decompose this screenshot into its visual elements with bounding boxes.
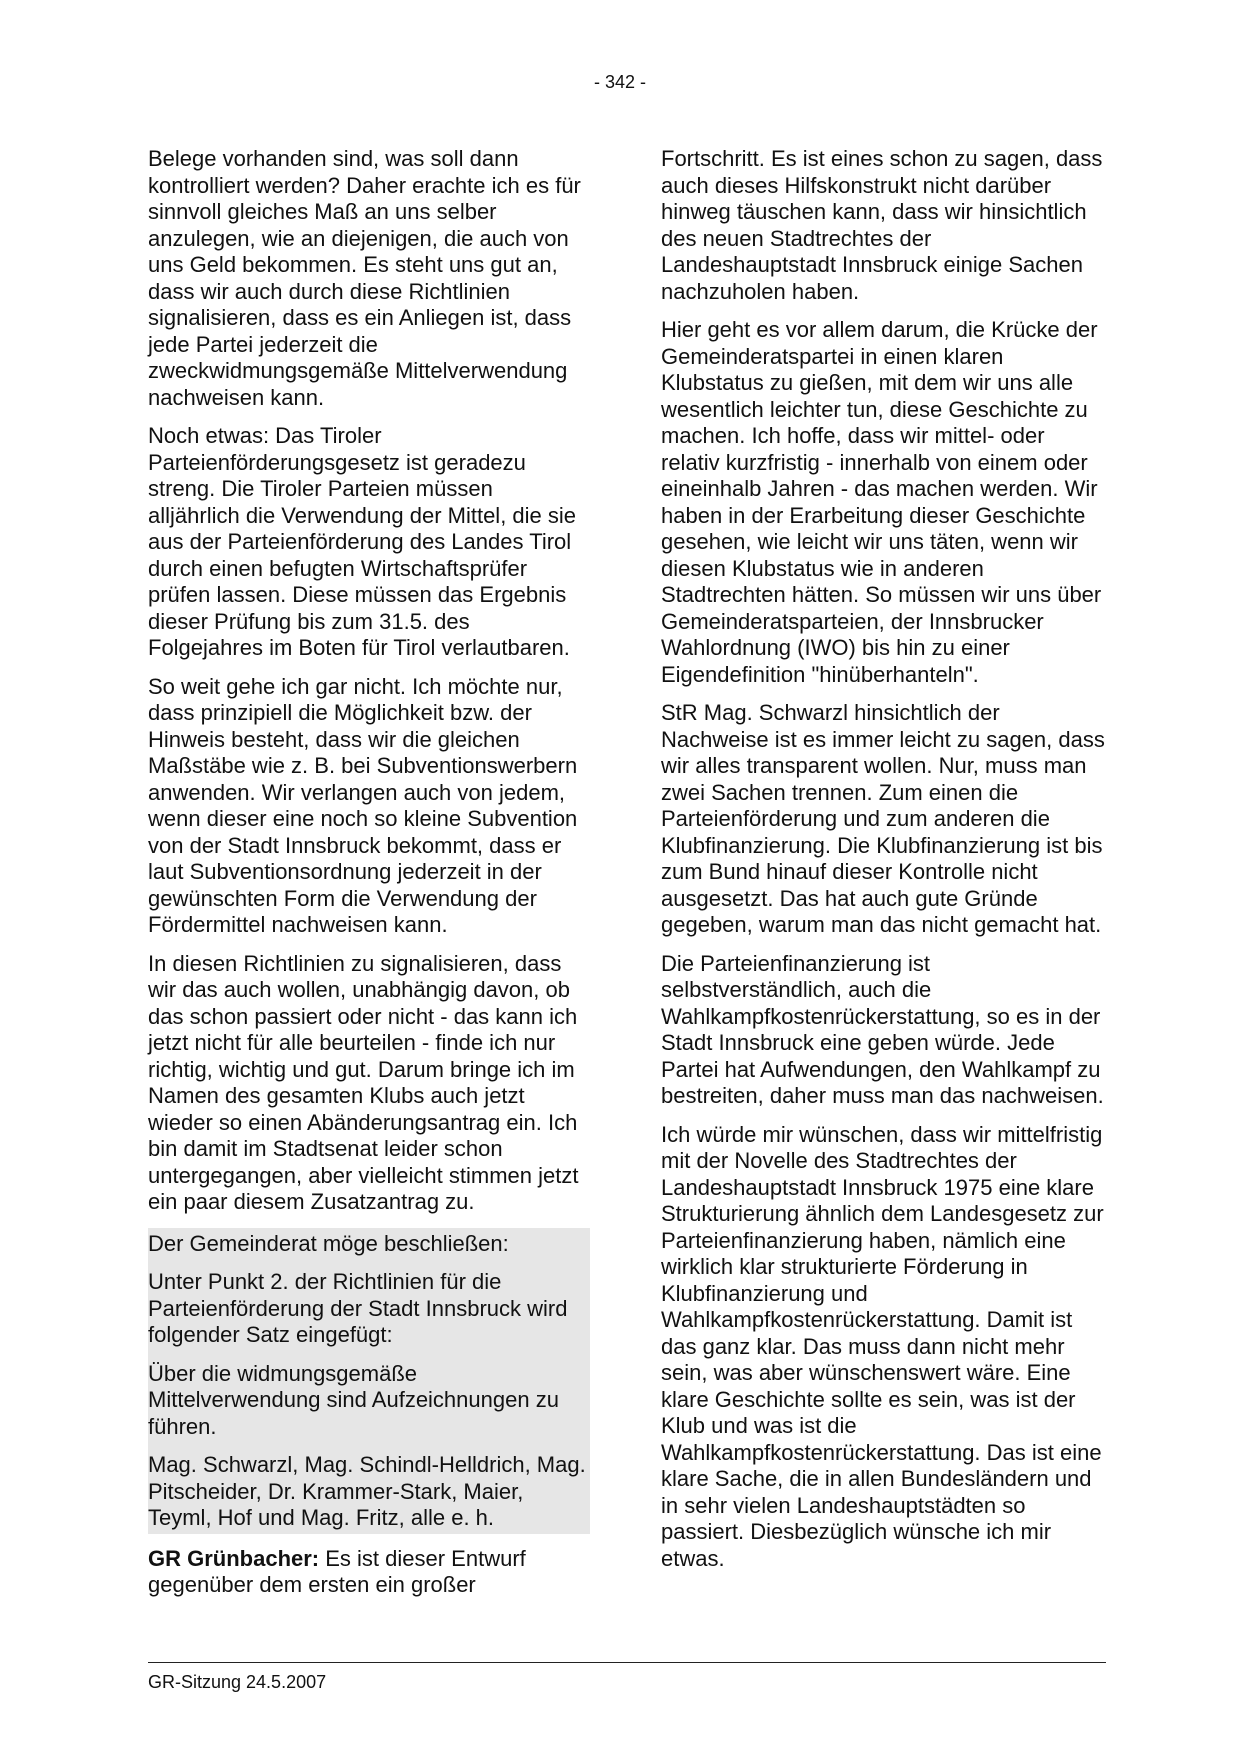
paragraph: StR Mag. Schwarzl hinsichtlich der Nachweise ist es immer leicht zu sagen, dass wir alles transparent wollen. Nur, muss man zwei Sachen trennen. Zum einen die Parteienförderung und zum anderen die Klubfinanzierung. Die Klubfinanzierung ist bis zum Bund hinauf dieser Kontrolle nicht ausgesetzt. Das hat auch gute Gründe gegeben, warum man das nicht gemacht hat.: [661, 700, 1105, 937]
paragraph: Noch etwas: Das Tiroler Parteienförderungsgesetz ist geradezu streng. Die Tiroler Parteien müssen alljährlich die Verwendung der Mittel, die sie aus der Parteienförderung des Landes Tirol durch einen befugten Wirtschaftsprüfer prüfen lassen. Diese müssen das Ergebnis dieser Prüfung bis zum 31.5. des Folgejahres im Boten für Tirol verlautbaren.: [148, 423, 577, 660]
paragraph: So weit gehe ich gar nicht. Ich möchte nur, dass prinzipiell die Möglichkeit bzw. der Hinweis besteht, dass wir die gleichen Maßstäbe wie z. B. bei Subventionswerbern anwenden. Wir verlangen auch von jedem, wenn dieser eine noch so kleine Subvention von der Stadt Innsbruck bekommt, dass er laut Subventionsordnung jederzeit in der gewünschten Form die Verwendung der Fördermittel nachweisen kann.: [148, 673, 578, 937]
footer-divider: [148, 1662, 1106, 1663]
speaker-name: GR Grünbacher:: [148, 1545, 320, 1571]
paragraph: Die Parteienfinanzierung ist selbstverständlich, auch die Wahlkampfkostenrückerstattung, so es in der Stadt Innsbruck eine geben würde. Jede Partei hat Aufwendungen, den Wahlkampf zu bestreiten, daher muss man das nachweisen.: [661, 950, 1104, 1108]
motion-signatories: Mag. Schwarzl, Mag. Schindl-Helldrich, Mag. Pitscheider, Dr. Krammer-Stark, Maier, Teyml, Hof und Mag. Fritz, alle e. h.: [148, 1452, 586, 1530]
paragraph: Fortschritt. Es ist eines schon zu sagen, dass auch dieses Hilfskonstrukt nicht darüber hinweg täuschen kann, dass wir hinsichtlich des neuen Stadtrechtes der Landeshauptstadt Innsbruck einige Sachen nachzuholen haben.: [661, 146, 1103, 304]
speaker-paragraph: [148, 1546, 590, 1599]
paragraph: Belege vorhanden sind, was soll dann kontrolliert werden? Daher erachte ich es für sinnvoll gleiches Maß an uns selber anzulegen, wie an diejenigen, die auch von uns Geld bekommen. Es steht uns gut an, dass wir auch durch diese Richtlinien signalisieren, dass es ein Anliegen ist, dass jede Partei jederzeit die zweckwidmungsgemäße Mittelverwendung nachweisen kann.: [148, 146, 581, 410]
page-number: - 342 -: [593, 72, 647, 92]
motion-box: [148, 1228, 590, 1534]
speaker-text: Es ist dieser Entwurf gegenüber dem ersten ein großer: [148, 1545, 526, 1597]
motion-point: Unter Punkt 2. der Richtlinien für die Parteienförderung der Stadt Innsbruck wird folgender Satz eingefügt:: [148, 1269, 568, 1347]
paragraph: In diesen Richtlinien zu signalisieren, dass wir das auch wollen, unabhängig davon, ob das schon passiert oder nicht - das kann ich jetzt nicht für alle beurteilen - finde ich nur richtig, wichtig und gut. Darum bringe ich im Namen des gesamten Klubs auch jetzt wieder so einen Abänderungsantrag ein. Ich bin damit im Stadtsenat leider schon untergegangen, aber vielleicht stimmen jetzt ein paar diesem Zusatzantrag zu.: [148, 950, 579, 1214]
left-column: [148, 146, 590, 1611]
paragraph: Hier geht es vor allem darum, die Krücke der Gemeinderatspartei in einen klaren Klubstatus zu gießen, mit dem wir uns alle wesentlich leichter tun, diese Geschichte zu machen. Ich hoffe, dass wir mittel- oder relativ kurzfristig - innerhalb von einem oder eineinhalb Jahren - das machen werden. Wir haben in der Erarbeitung dieser Geschichte gesehen, wie leicht wir uns täten, wenn wir diesen Klubstatus wie in anderen Stadtrechten hätten. So müssen wir uns über Gemeinderatsparteien, der Innsbrucker Wahlordnung (IWO) bis hin zu einer Eigendefinition "hinüberhanteln".: [661, 317, 1102, 687]
motion-intro: Der Gemeinderat möge beschließen:: [148, 1230, 509, 1256]
paragraph: Ich würde mir wünschen, dass wir mittelfristig mit der Novelle des Stadtrechtes der Landeshauptstadt Innsbruck 1975 eine klare Strukturierung ähnlich dem Landesgesetz zur Parteienfinanzierung haben, nämlich eine wirklich klar strukturierte Förderung in Klubfinanzierung und Wahlkampfkostenrückerstattung. Damit ist das ganz klar. Das muss dann nicht mehr sein, was aber wünschenswert wäre. Eine klare Geschichte sollte es sein, was ist der Klub und was ist die Wahlkampfkostenrückerstattung. Das ist eine klare Sache, die in allen Bundesländern und in sehr vielen Landeshauptstädten so passiert. Diesbezüglich wünsche ich mir etwas.: [661, 1121, 1104, 1571]
footer-session-date: GR-Sitzung 24.5.2007: [148, 1672, 327, 1692]
motion-sentence: Über die widmungsgemäße Mittelverwendung sind Aufzeichnungen zu führen.: [148, 1360, 559, 1439]
right-column: [661, 146, 1106, 1584]
